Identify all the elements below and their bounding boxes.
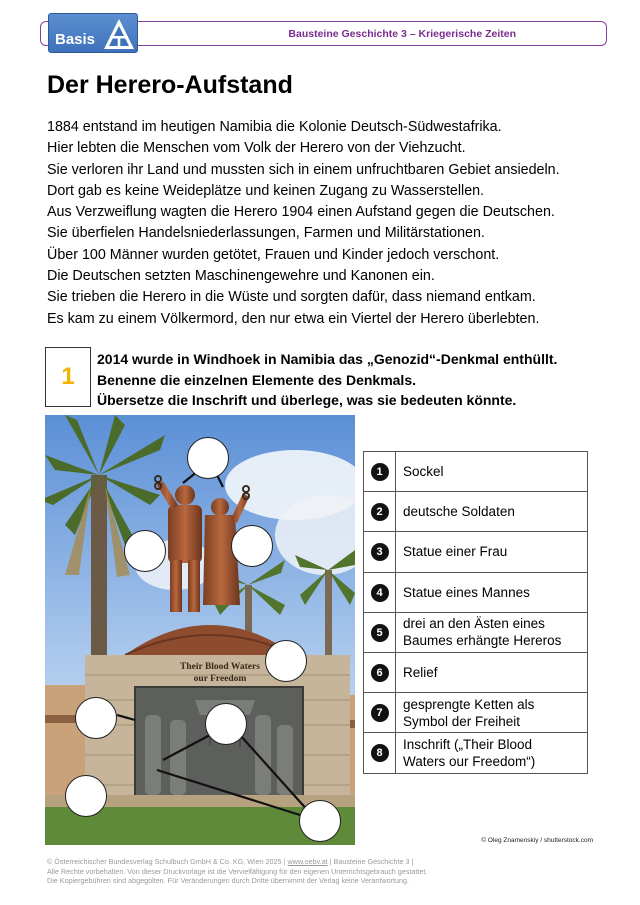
legend-row — [364, 492, 588, 532]
footer-rights: Alle Rechte vorbehalten. Von dieser Druckvorlage ist die Vervielfältigung für den eigenen Unterrichtsgebrauch gestattet. — [47, 866, 428, 876]
inscription-line-1: Their Blood Waters — [180, 662, 260, 672]
legend-label: Inschrift („Their Blood — [403, 736, 533, 752]
photo-credit: © Oleg Znamenskiy / shutterstock.com — [481, 837, 593, 844]
legend-label: deutsche Soldaten — [403, 504, 515, 520]
number-badge: 1 — [371, 463, 389, 481]
intro-line: Sie überfielen Handelsniederlassungen, Farmen und Militärstationen. — [47, 225, 485, 242]
task-number: 1 — [61, 363, 75, 390]
task-instructions — [97, 349, 557, 411]
intro-line: 1884 entstand im heutigen Namibia die Kolonie Deutsch-Südwestafrika. — [47, 119, 502, 135]
legend-row — [364, 532, 588, 572]
intro-line: Dort gab es keine Weideplätze und keinen Zugang zu Wasserstellen. — [47, 182, 485, 199]
legend-label: Sockel — [403, 464, 444, 480]
legend-label: Statue eines Mannes — [403, 584, 530, 600]
legend-row — [364, 452, 588, 492]
label-marker[interactable] — [187, 437, 229, 479]
legend-label: drei an den Ästen eines — [403, 616, 545, 632]
label-marker[interactable] — [231, 525, 273, 567]
basis-logo — [48, 13, 138, 53]
label-marker[interactable] — [265, 640, 307, 682]
label-marker[interactable] — [65, 775, 107, 817]
intro-line: Sie trieben die Herero in die Wüste und sorgten dafür, dass niemand entkam. — [47, 289, 536, 306]
legend-row — [364, 693, 588, 733]
intro-line: Es kam zu einem Völkermord, den nur etwa ein Viertel der Herero überlebten. — [47, 310, 540, 327]
legend-label: Relief — [403, 665, 438, 681]
intro-line: Sie verloren ihr Land und mussten sich in einem unfruchtbaren Gebiet ansiedeln. — [47, 161, 560, 178]
page-title: Der Herero-Aufstand — [47, 71, 293, 99]
intro-line: Hier lebten die Menschen vom Volk der Herero von der Viehzucht. — [47, 140, 466, 157]
task-line: 2014 wurde in Windhoek in Namibia das „Genozid“-Denkmal enthüllt. — [97, 351, 558, 367]
intro-line: Über 100 Männer wurden getötet, Frauen und Kinder jedoch verschont. — [47, 246, 500, 263]
legend-label: Baumes erhängte Hereros — [403, 633, 562, 649]
intro-text — [47, 117, 607, 330]
footer-series: | Bausteine Geschichte 3 | — [329, 857, 414, 866]
number-badge: 3 — [371, 543, 389, 561]
footer — [47, 857, 427, 886]
label-marker[interactable] — [299, 800, 341, 842]
number-badge: 5 — [371, 624, 389, 642]
legend-label: Waters our Freedom“) — [403, 753, 536, 769]
monument-photo — [45, 415, 355, 845]
legend-label: gesprengte Ketten als — [403, 696, 535, 712]
number-badge: 2 — [371, 503, 389, 521]
legend-label: Statue einer Frau — [403, 544, 508, 560]
task-line: Übersetze die Inschrift und überlege, was sie bedeuten könnte. — [97, 392, 517, 408]
publisher-link[interactable]: www.oebv.at — [287, 857, 328, 866]
label-marker[interactable] — [124, 530, 166, 572]
legend-label: Symbol der Freiheit — [403, 713, 521, 729]
task-line: Benenne die einzelnen Elemente des Denkmals. — [97, 371, 416, 388]
header-title: Bausteine Geschichte 3 – Kriegerische Zeiten — [288, 28, 516, 40]
number-badge: 7 — [371, 704, 389, 722]
label-marker[interactable] — [75, 697, 117, 739]
task-number-box — [45, 347, 91, 407]
footer-copyright: © Österreichischer Bundesverlag Schulbuch GmbH & Co. KG, Wien 2025 | — [47, 857, 286, 866]
number-badge: 4 — [371, 584, 389, 602]
legend-row — [364, 733, 588, 773]
triangle-logo-icon — [102, 17, 136, 51]
number-badge: 6 — [371, 664, 389, 682]
legend-row — [364, 612, 588, 652]
footer-disclaimer: Die Kopiergebühren sind abgegolten. Für Veränderungen durch Dritte übernimmt der Verlag keine Verantwortung. — [47, 876, 409, 885]
inscription-line-2: our Freedom — [193, 674, 247, 684]
legend-row — [364, 652, 588, 692]
intro-line: Die Deutschen setzten Maschinengewehre und Kanonen ein. — [47, 268, 435, 285]
legend-row — [364, 572, 588, 612]
label-marker[interactable] — [205, 703, 247, 745]
intro-line: Aus Verzweiflung wagten die Herero 1904 einen Aufstand gegen die Deutschen. — [47, 204, 555, 221]
legend-table — [363, 451, 588, 774]
number-badge: 8 — [371, 744, 389, 762]
logo-label: Basis — [55, 31, 96, 48]
